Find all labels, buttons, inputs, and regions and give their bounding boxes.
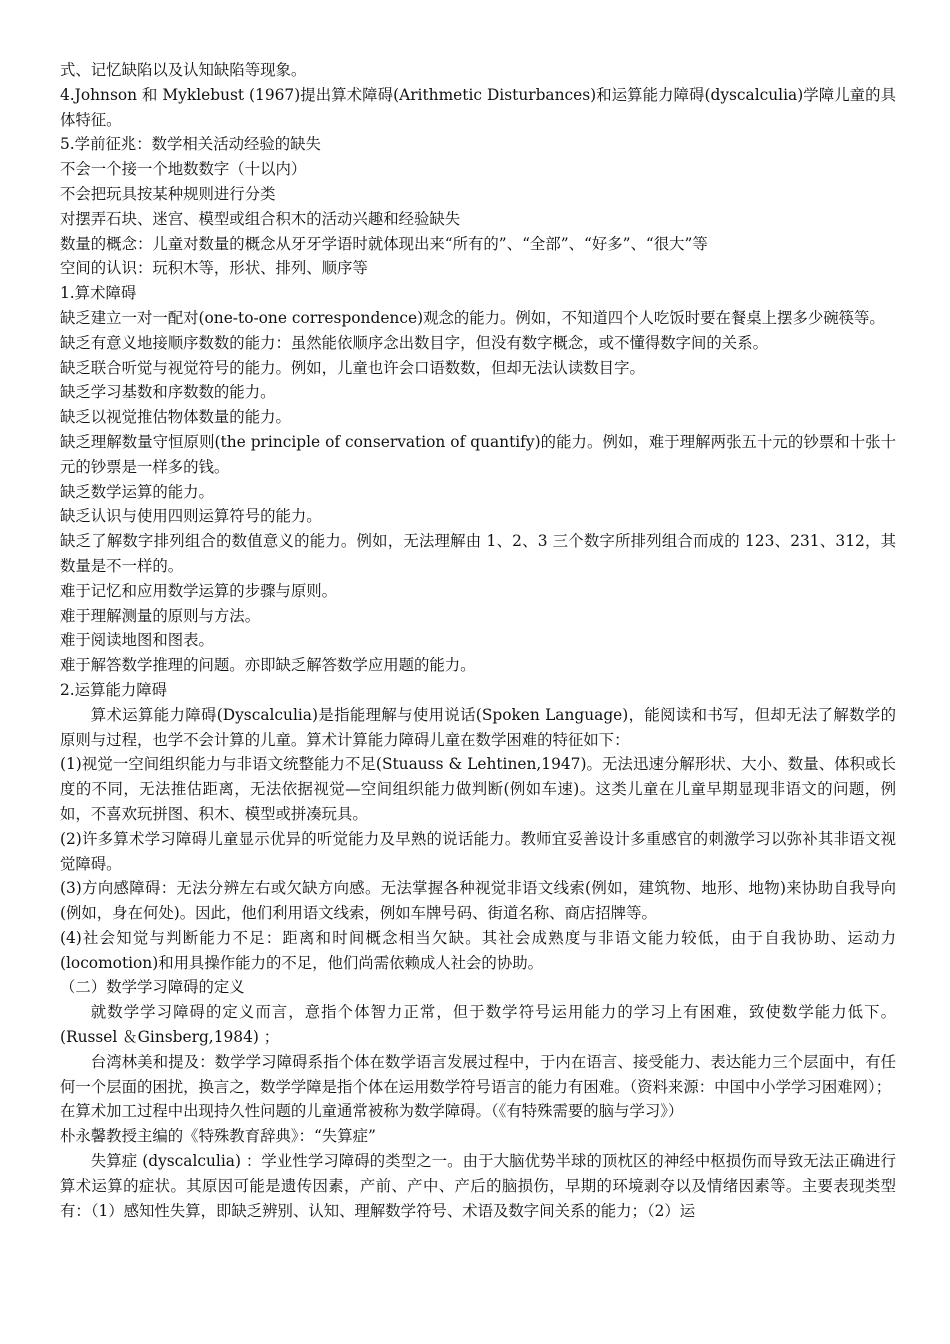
paragraph: 缺乏理解数量守恒原则(the principle of conservation of quantify)的能力。例如，难于理解两张五十元的钞票和十张十元的钞票是一样多的钱。 [60, 432, 896, 476]
paragraph: 难于记忆和应用数学运算的步骤与原则。 [60, 581, 338, 600]
paragraph: 1.算术障碍 [60, 284, 137, 303]
paragraph: 台湾林美和提及：数学学习障碍系指个体在数学语言发展过程中，于内在语言、接受能力、表达能力三个层面中，有任何一个层面的困扰，换言之，数学学障是指个体在运用数学符号语言的能力有困难。（资料来源：中国中小学学习困难网）； [60, 1052, 896, 1096]
paragraph: 对摆弄石块、迷宫、模型或组合积木的活动兴趣和经验缺失 [60, 209, 461, 228]
paragraph: 缺乏认识与使用四则运算符号的能力。 [60, 507, 322, 526]
paragraph: 难于解答数学推理的问题。亦即缺乏解答数学应用题的能力。 [60, 656, 476, 675]
paragraph: 就数学学习障碍的定义而言，意指个体智力正常，但于数学符号运用能力的学习上有困难，致使数学能力低下。(Russel ＆Ginsberg,1984) ； [60, 1003, 896, 1047]
paragraph: (4)社会知觉与判断能力不足：距离和时间概念相当欠缺。其社会成熟度与非语文能力较低，由于自我协助、运动力(locomotion)和用具操作能力的不足，他们尚需依赖成人社会的协助。 [60, 928, 896, 972]
paragraph: 4.Johnson 和 Myklebust (1967)提出算术障碍(Arithmetic Disturbances)和运算能力障碍(dyscalculia)学障儿童的具体特征。 [60, 85, 896, 129]
paragraph: 朴永馨教授主编的《特殊教育辞典》：“失算症” [60, 1127, 376, 1146]
paragraph: 缺乏建立一对一配对(one-to-one correspondence)观念的能力。例如，不知道四个人吃饭时要在餐桌上摆多少碗筷等。 [60, 308, 885, 327]
paragraph: 缺乏了解数字排列组合的数值意义的能力。例如，无法理解由 1、2、3 三个数字所排列组合而成的 123、231、312，其数量是不一样的。 [60, 532, 896, 575]
paragraph: 空间的认识：玩积木等，形状、排列、顺序等 [60, 259, 368, 278]
paragraph: 缺乏数学运算的能力。 [60, 482, 214, 501]
paragraph: 失算症 (dyscalculia) ：学业性学习障碍的类型之一。由于大脑优势半球的顶枕区的神经中枢损伤而导致无法正确进行算术运算的症状。其原因可能是遗传因素，产前、产中、产后的脑损伤，早期的环境剥夺以及情绪因素等。主要表现类型有：（1）感知性失算，即缺乏辨别、认知、理解数学符号、术语及数字间关系的能力；（2）运 [60, 1152, 896, 1220]
paragraph: 2.运算能力障碍 [60, 680, 168, 699]
document-page [60, 58, 896, 1223]
paragraph: 5.学前征兆：数学相关活动经验的缺失 [60, 135, 321, 154]
paragraph: 缺乏学习基数和序数数的能力。 [60, 383, 276, 402]
paragraph: 数量的概念：儿童对数量的概念从牙牙学语时就体现出来“所有的”、“全部”、“好多”、“很大”等 [60, 234, 708, 253]
paragraph: 不会一个接一个地数数字（十以内） [60, 160, 307, 179]
paragraph: 在算术加工过程中出现持久性问题的儿童通常被称为数学障碍。（《有特殊需要的脑与学习》） [60, 1102, 684, 1121]
paragraph: 式、记忆缺陷以及认知缺陷等现象。 [60, 61, 307, 79]
paragraph: （二）数学学习障碍的定义 [60, 978, 245, 997]
paragraph: 缺乏联合听觉与视觉符号的能力。例如，儿童也许会口语数数，但却无法认读数目字。 [60, 358, 645, 377]
paragraph: 算术运算能力障碍(Dyscalculia)是指能理解与使用说话(Spoken Language)，能阅读和书写，但却无法了解数学的原则与过程，也学不会计算的儿童。算术计算能力障碍儿童在数学困难的特征如下： [60, 705, 896, 749]
paragraph: 难于理解测量的原则与方法。 [60, 606, 261, 625]
paragraph: 不会把玩具按某种规则进行分类 [60, 184, 276, 203]
paragraph: 缺乏有意义地接顺序数数的能力：虽然能依顺序念出数目字，但没有数字概念，或不懂得数字间的关系。 [60, 333, 768, 352]
paragraph: (2)许多算术学习障碍儿童显示优异的听觉能力及早熟的说话能力。教师宜妥善设计多重感官的刺激学习以弥补其非语文视觉障碍。 [60, 829, 896, 873]
paragraph: 难于阅读地图和图表。 [60, 631, 214, 650]
paragraph: (1)视觉一空间组织能力与非语文统整能力不足(Stuauss & Lehtinen,1947)。无法迅速分解形状、大小、数量、体积或长度的不同，无法推估距离，无法依据视觉—空间组织能力做判断(例如车速)。这类儿童在儿童早期显现非语文的问题，例如，不喜欢玩拼图、积木、模型或拼凑玩具。 [60, 755, 896, 823]
paragraph: 缺乏以视觉推估物体数量的能力。 [60, 408, 291, 427]
paragraph: (3)方向感障碍：无法分辨左右或欠缺方向感。无法掌握各种视觉非语文线索(例如，建筑物、地形、地物)来协助自我导向(例如，身在何处)。因此，他们利用语文线索，例如车牌号码、街道名称、商店招牌等。 [60, 879, 896, 923]
